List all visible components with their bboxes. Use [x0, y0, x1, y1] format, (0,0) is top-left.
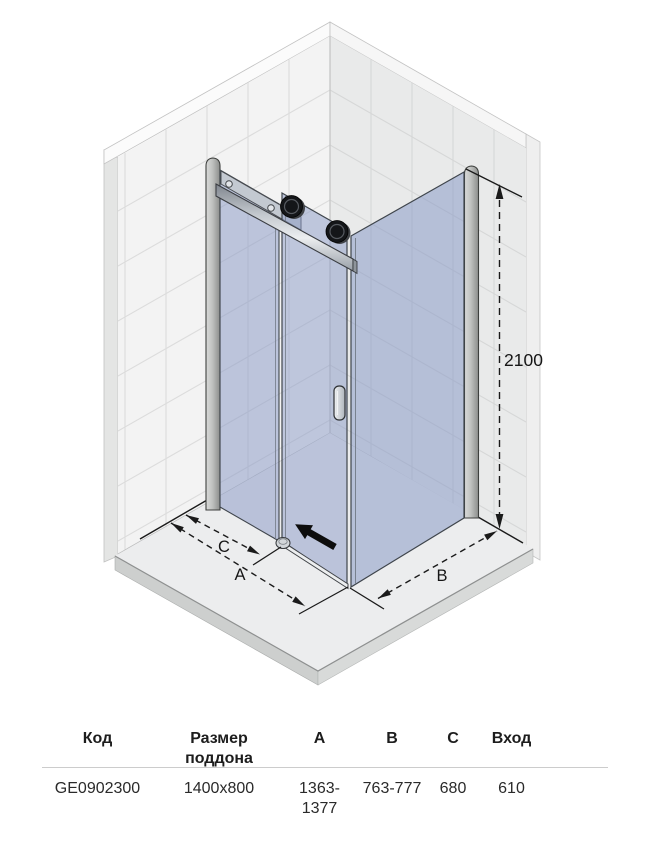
col-header-tray-size: Размер поддона [185, 730, 253, 767]
a-dimension-label: A [234, 566, 246, 584]
col-header-entry: Вход [491, 730, 532, 747]
value-tray-size: 1400x800 [183, 780, 255, 797]
left-wall-edge [104, 150, 118, 562]
right-wall-edge [526, 134, 540, 560]
bottom-guide-knob [276, 538, 290, 549]
value-c: 680 [439, 780, 467, 797]
right-wall-profile [465, 166, 479, 518]
height-dimension-label: 2100 [504, 350, 543, 370]
col-header-c: C [447, 730, 459, 747]
value-entry: 610 [498, 780, 525, 797]
left-wall-profile [206, 158, 220, 510]
value-code: GE0902300 [54, 780, 141, 797]
bracket-screw-icon [268, 205, 275, 212]
col-header-a: A [313, 730, 326, 747]
b-dimension-label: B [436, 567, 448, 585]
rail-end-cap [353, 259, 357, 274]
door-handle [334, 386, 345, 420]
col-header-b: B [386, 730, 398, 747]
value-a: 1363-1377 [299, 780, 340, 817]
c-dimension-label: C [218, 538, 230, 556]
value-b: 763-777 [362, 780, 422, 797]
col-header-code: Код [82, 730, 113, 747]
side-glass-panel [351, 172, 464, 587]
bracket-screw-icon [226, 181, 233, 188]
